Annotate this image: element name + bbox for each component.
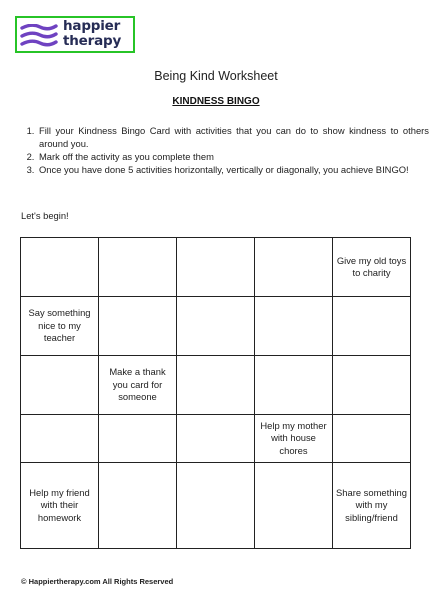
bingo-card [20,237,411,549]
instruction-item: 1. Fill your Kindness Bingo Card with activities that you can do to show kindness to others around you. [37,124,429,150]
bingo-cell[interactable] [333,356,411,415]
logo-text [63,19,135,49]
bingo-cell[interactable]: Share something with my sibling/friend [333,463,411,549]
bingo-cell[interactable] [21,415,99,463]
instruction-item: 3. Once you have done 5 activities horizontally, vertically or diagonally, you achieve BINGO! [37,163,429,176]
bingo-cell[interactable] [21,238,99,297]
bingo-cell[interactable] [177,238,255,297]
bingo-cell[interactable] [255,356,333,415]
bingo-cell[interactable] [99,297,177,356]
bingo-cell[interactable] [255,463,333,549]
logo-line-2: therapy [63,33,122,49]
bingo-cell[interactable]: Help my mother with house chores [255,415,333,463]
bingo-cell[interactable] [333,415,411,463]
bingo-cell[interactable] [21,356,99,415]
logo-line-1: happier [63,18,121,34]
bingo-cell[interactable] [177,415,255,463]
copyright-footer: © Happiertherapy.com All Rights Reserved [21,577,174,586]
bingo-cell[interactable] [99,463,177,549]
bingo-row [21,415,411,463]
bingo-cell[interactable] [255,297,333,356]
wave-icon [20,24,58,48]
bingo-cell[interactable]: Give my old toys to charity [333,238,411,297]
bingo-cell[interactable] [177,356,255,415]
bingo-cell[interactable]: Make a thank you card for someone [99,356,177,415]
bingo-row [21,463,411,549]
happier-therapy-logo [15,16,135,53]
bingo-cell[interactable] [177,297,255,356]
worksheet-title: Being Kind Worksheet [154,69,278,83]
bingo-cell[interactable] [177,463,255,549]
bingo-cell[interactable] [255,238,333,297]
instruction-item: 2. Mark off the activity as you complete them [37,150,429,163]
bingo-row [21,297,411,356]
bingo-cell[interactable] [99,415,177,463]
instructions-list [20,124,429,176]
bingo-cell[interactable]: Say something nice to my teacher [21,297,99,356]
bingo-row [21,356,411,415]
bingo-row [21,238,411,297]
lets-begin-text: Let's begin! [21,210,69,221]
bingo-cell[interactable] [333,297,411,356]
bingo-cell[interactable] [99,238,177,297]
bingo-subtitle: KINDNESS BINGO [172,96,260,107]
bingo-cell[interactable]: Help my friend with their homework [21,463,99,549]
